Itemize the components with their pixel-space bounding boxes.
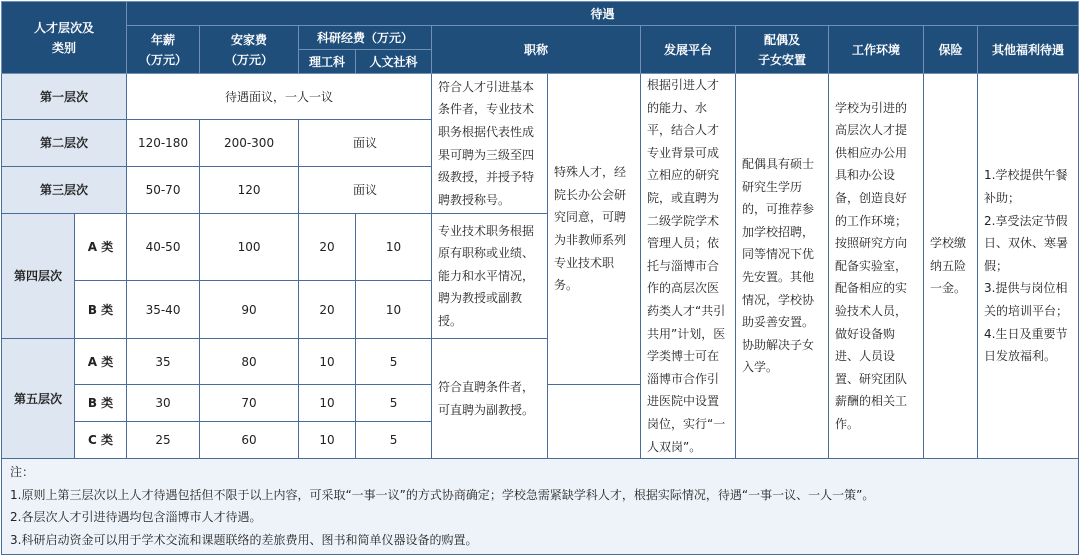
- level2-settlement: 200-300: [200, 120, 299, 167]
- level4-a-sci: 20: [299, 214, 356, 281]
- title-cell-2: 专业技术职务根据原有职称或业绩、能力和水平情况，聘为教授或副教授。: [432, 214, 548, 339]
- level5-a-hum: 5: [356, 339, 432, 385]
- level5-b-hum: 5: [356, 385, 432, 422]
- level4-a-salary: 40-50: [127, 214, 200, 281]
- level4-b-hum: 10: [356, 281, 432, 339]
- level3-label: 第三层次: [2, 167, 127, 214]
- level5-b-salary: 30: [127, 385, 200, 422]
- insurance-cell: 学校缴纳五险一金。: [924, 74, 978, 459]
- platform-header: 发展平台: [641, 26, 736, 74]
- welfare-header: 其他福利待遇: [978, 26, 1079, 74]
- level5-c-hum: 5: [356, 422, 432, 459]
- level2-label: 第二层次: [2, 120, 127, 167]
- notes-section: [2, 459, 1079, 555]
- category-header: 人才层次及 类别: [2, 2, 127, 74]
- level5-c-salary: 25: [127, 422, 200, 459]
- level3-settlement: 120: [200, 167, 299, 214]
- note-3: 3.科研启动资金可以用于学术交流和课题联络的差旅费用、图书和简单仪器设备的购置。: [10, 532, 478, 547]
- research-header: 科研经费（万元）: [299, 26, 432, 50]
- environment-cell: 学校为引进的高层次人才提供相应办公用具和办公设备，创造良好的工作环境；按照研究方向配备实验室，配备相应的实验技术人员，做好设备购进、人员设置、研究团队薪酬的相关工作。: [829, 74, 924, 459]
- level3-salary: 50-70: [127, 167, 200, 214]
- level5-a-label: A 类: [75, 339, 127, 385]
- note-2: 2.各层次人才引进待遇均包含淄博市人才待遇。: [10, 510, 262, 525]
- level4-a-hum: 10: [356, 214, 432, 281]
- level1-treatment: 待遇面议，一人一议: [127, 74, 432, 120]
- level4-b-sci: 20: [299, 281, 356, 339]
- level5-label: 第五层次: [2, 339, 75, 459]
- title-cell-3: 符合直聘条件者，可直聘为副教授。: [432, 339, 548, 459]
- level5-c-settlement: 60: [200, 422, 299, 459]
- level4-b-salary: 35-40: [127, 281, 200, 339]
- settlement-header: 安家费 （万元）: [200, 26, 299, 74]
- level5-c-label: C 类: [75, 422, 127, 459]
- title-special-cell: 特殊人才，经院长办公会研究同意，可聘为非教师系列专业技术职务。: [548, 74, 641, 385]
- level5-b-sci: 10: [299, 385, 356, 422]
- level5-b-settlement: 70: [200, 385, 299, 422]
- level4-b-label: B 类: [75, 281, 127, 339]
- spouse-header: 配偶及 子女安置: [736, 26, 829, 74]
- level4-a-settlement: 100: [200, 214, 299, 281]
- level5-a-settlement: 80: [200, 339, 299, 385]
- level5-b-label: B 类: [75, 385, 127, 422]
- level4-label: 第四层次: [2, 214, 75, 339]
- salary-header: 年薪 （万元）: [127, 26, 200, 74]
- level3-research: 面议: [299, 167, 432, 214]
- level1-label: 第一层次: [2, 74, 127, 120]
- spouse-cell: 配偶具有硕士研究生学历的，可推荐参加学校招聘，同等情况下优先安置。其他情况，学校协助妥善安置。协助解决子女入学。: [736, 74, 829, 459]
- treatment-header: 待遇: [127, 2, 1079, 26]
- level5-a-sci: 10: [299, 339, 356, 385]
- level5-c-sci: 10: [299, 422, 356, 459]
- level4-a-label: A 类: [75, 214, 127, 281]
- welfare-cell: 1.学校提供午餐补助； 2.享受法定节假日、双休、寒暑假； 3.提供与岗位相关的培训平台； 4.生日及重要节日发放福利。: [978, 74, 1079, 459]
- level5-a-salary: 35: [127, 339, 200, 385]
- sci-eng-header: 理工科: [299, 50, 356, 74]
- note-1: 1.原则上第三层次以上人才待遇包括但不限于以上内容，可采取“一事一议”的方式协商确定；学校急需紧缺学科人才，根据实际情况，待遇“一事一议、一人一策”。: [10, 487, 875, 502]
- title-header: 职称: [432, 26, 641, 74]
- level4-b-settlement: 90: [200, 281, 299, 339]
- humanities-header: 人文社科: [356, 50, 432, 74]
- insurance-header: 保险: [924, 26, 978, 74]
- level2-salary: 120-180: [127, 120, 200, 167]
- title-cell-1: 符合人才引进基本条件者，专业技术职务根据代表性成果可聘为三级至四级教授，并授予特聘教授称号。: [432, 74, 548, 214]
- level2-research: 面议: [299, 120, 432, 167]
- environment-header: 工作环境: [829, 26, 924, 74]
- talent-treatment-table: [1, 1, 1079, 555]
- notes-heading: 注：: [10, 465, 35, 480]
- platform-cell: 根据引进人才的能力、水平，结合人才专业背景可成立相应的研究院，或直聘为二级学院学术管理人员；依托与淄博市合作的高层次医药类人才“共引共用”计划，医学类博士可在淄博市合作引进医院中设置岗位，实行“一人双岗”。: [641, 74, 736, 459]
